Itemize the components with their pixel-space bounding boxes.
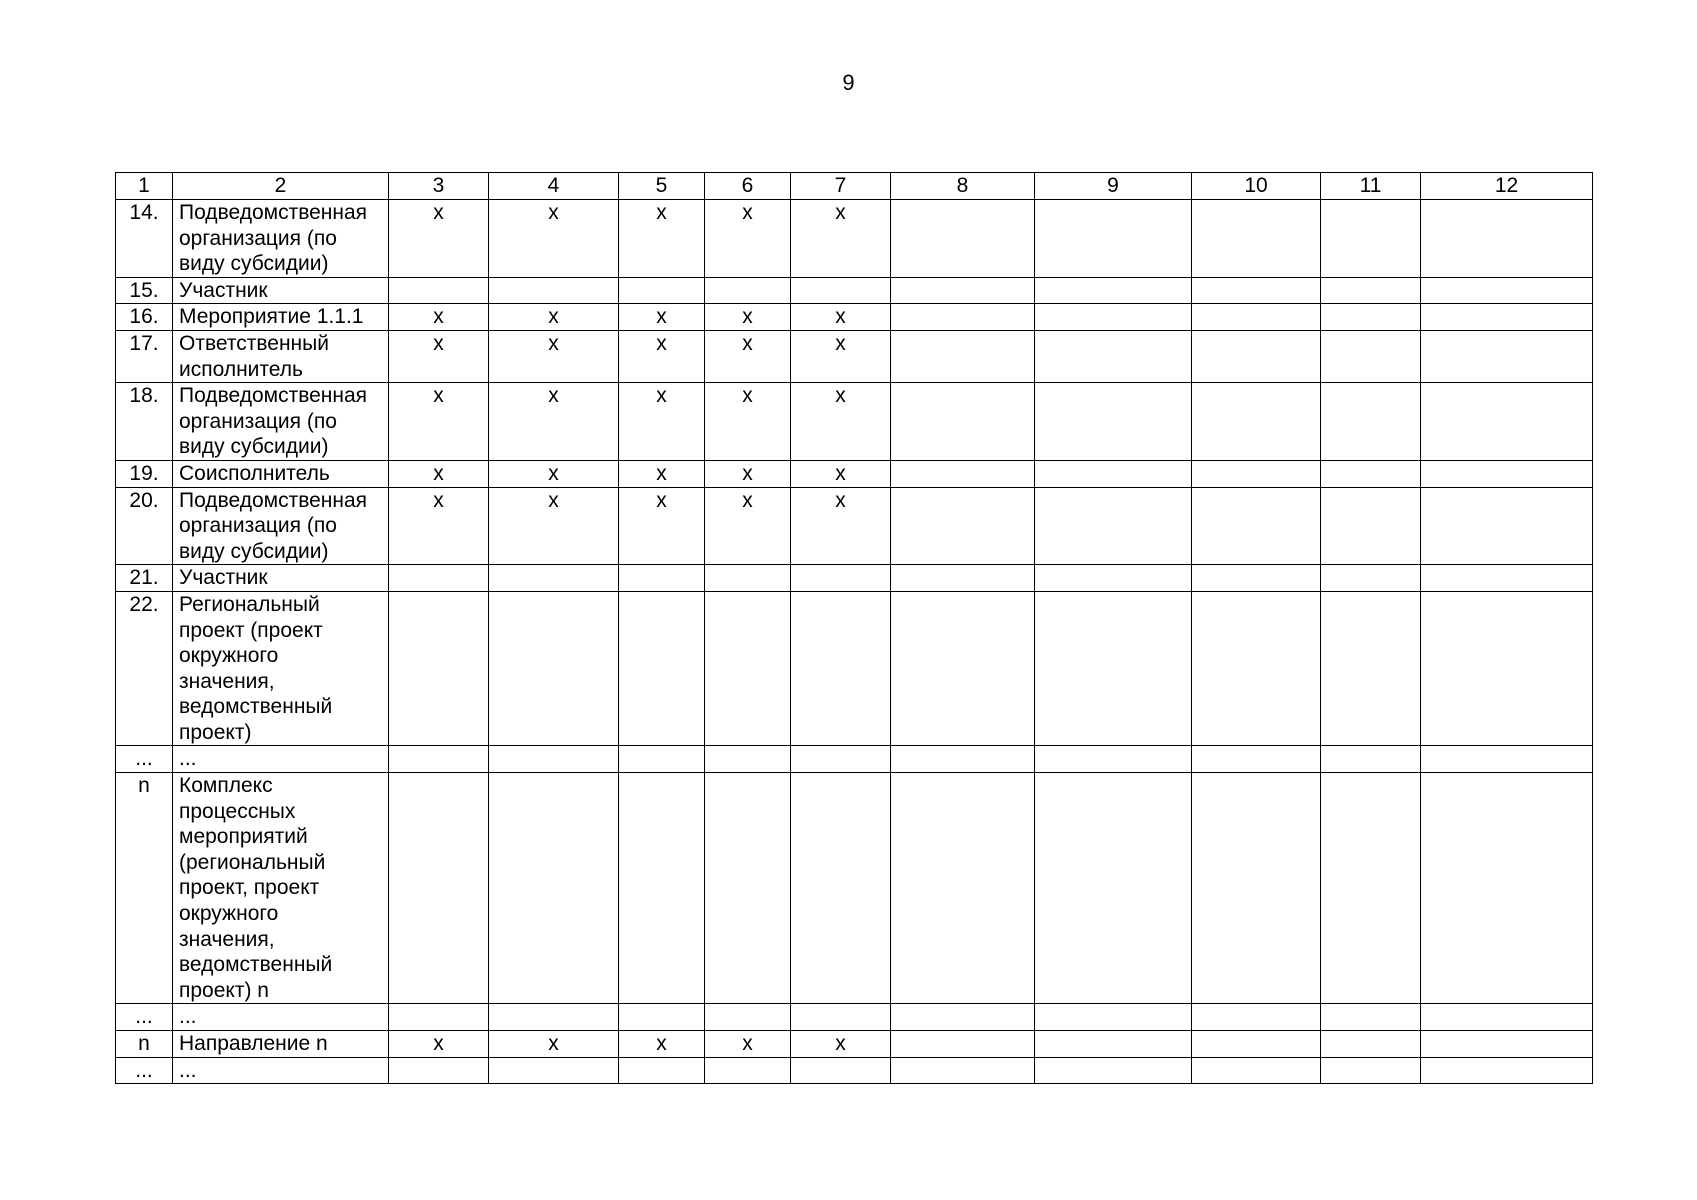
row-number-cell: 19.	[116, 460, 173, 487]
value-cell	[389, 1004, 489, 1031]
table-row	[116, 460, 1593, 487]
value-cell	[619, 1057, 705, 1084]
value-cell	[1321, 487, 1421, 565]
value-cell: x	[619, 304, 705, 331]
row-number-cell: 20.	[116, 487, 173, 565]
value-cell: x	[389, 200, 489, 278]
value-cell	[1035, 330, 1192, 382]
value-cell	[891, 746, 1035, 773]
value-cell	[1035, 746, 1192, 773]
value-cell	[705, 277, 791, 304]
value-cell	[1321, 383, 1421, 461]
value-cell	[1421, 330, 1593, 382]
value-cell	[389, 565, 489, 592]
value-cell	[791, 1004, 891, 1031]
value-cell	[891, 1057, 1035, 1084]
value-cell: x	[619, 1031, 705, 1058]
value-cell	[619, 746, 705, 773]
value-cell	[619, 773, 705, 1004]
table-row	[116, 1004, 1593, 1031]
value-cell: x	[619, 487, 705, 565]
value-cell	[705, 1057, 791, 1084]
value-cell: x	[791, 383, 891, 461]
value-cell	[891, 1004, 1035, 1031]
value-cell	[1035, 1057, 1192, 1084]
value-cell	[791, 277, 891, 304]
page-number: 9	[842, 70, 855, 95]
value-cell	[791, 1057, 891, 1084]
value-cell	[705, 565, 791, 592]
column-header: 3	[389, 173, 489, 200]
row-number-cell: 18.	[116, 383, 173, 461]
value-cell: x	[389, 460, 489, 487]
value-cell: x	[791, 304, 891, 331]
value-cell	[1035, 773, 1192, 1004]
value-cell: x	[705, 383, 791, 461]
value-cell	[1192, 746, 1321, 773]
row-number-cell: 21.	[116, 565, 173, 592]
value-cell	[891, 460, 1035, 487]
table-row	[116, 591, 1593, 746]
value-cell	[1192, 565, 1321, 592]
table-row	[116, 277, 1593, 304]
value-cell	[1321, 591, 1421, 746]
value-cell	[891, 277, 1035, 304]
value-cell	[1321, 277, 1421, 304]
value-cell	[1192, 1057, 1321, 1084]
row-name-cell: Подведомственная организация (по виду субсидии)	[173, 200, 389, 278]
value-cell	[1035, 277, 1192, 304]
value-cell: x	[619, 460, 705, 487]
row-number-cell: 14.	[116, 200, 173, 278]
row-name-cell: Ответственный исполнитель	[173, 330, 389, 382]
value-cell: x	[705, 1031, 791, 1058]
value-cell: x	[705, 330, 791, 382]
value-cell	[389, 1057, 489, 1084]
value-cell	[1192, 277, 1321, 304]
row-name-cell: Участник	[173, 277, 389, 304]
column-header: 7	[791, 173, 891, 200]
value-cell: x	[489, 200, 619, 278]
column-header: 8	[891, 173, 1035, 200]
value-cell	[489, 591, 619, 746]
value-cell	[1035, 200, 1192, 278]
value-cell: x	[791, 200, 891, 278]
row-number-cell: ...	[116, 746, 173, 773]
value-cell	[705, 1004, 791, 1031]
value-cell: x	[619, 383, 705, 461]
value-cell: x	[389, 487, 489, 565]
table-row	[116, 383, 1593, 461]
value-cell	[1321, 200, 1421, 278]
row-number-cell: n	[116, 1031, 173, 1058]
table-row	[116, 773, 1593, 1004]
value-cell	[389, 773, 489, 1004]
value-cell	[891, 304, 1035, 331]
column-header: 12	[1421, 173, 1593, 200]
column-header: 6	[705, 173, 791, 200]
value-cell: x	[389, 330, 489, 382]
value-cell	[1192, 1004, 1321, 1031]
value-cell	[1192, 200, 1321, 278]
value-cell	[1192, 460, 1321, 487]
column-header: 2	[173, 173, 389, 200]
row-name-cell: ...	[173, 1057, 389, 1084]
value-cell	[891, 487, 1035, 565]
value-cell: x	[489, 304, 619, 331]
value-cell	[791, 746, 891, 773]
value-cell	[619, 1004, 705, 1031]
value-cell	[791, 591, 891, 746]
value-cell: x	[619, 330, 705, 382]
value-cell	[891, 383, 1035, 461]
value-cell	[1035, 591, 1192, 746]
value-cell	[1421, 383, 1593, 461]
value-cell: x	[791, 330, 891, 382]
value-cell	[1192, 487, 1321, 565]
row-name-cell: Подведомственная организация (по виду субсидии)	[173, 487, 389, 565]
row-name-cell: ...	[173, 746, 389, 773]
value-cell	[1421, 460, 1593, 487]
value-cell	[1321, 565, 1421, 592]
value-cell	[1421, 591, 1593, 746]
value-cell: x	[705, 304, 791, 331]
value-cell	[1035, 383, 1192, 461]
value-cell	[1421, 1031, 1593, 1058]
row-name-cell: ...	[173, 1004, 389, 1031]
row-name-cell: Участник	[173, 565, 389, 592]
row-name-cell: Подведомственная организация (по виду субсидии)	[173, 383, 389, 461]
value-cell	[1321, 1004, 1421, 1031]
value-cell	[1035, 1031, 1192, 1058]
value-cell	[1321, 460, 1421, 487]
value-cell: x	[489, 1031, 619, 1058]
value-cell: x	[705, 200, 791, 278]
value-cell: x	[791, 487, 891, 565]
value-cell: x	[389, 383, 489, 461]
value-cell: x	[619, 200, 705, 278]
table-row	[116, 565, 1593, 592]
value-cell	[489, 565, 619, 592]
row-name-cell: Соисполнитель	[173, 460, 389, 487]
value-cell	[1035, 304, 1192, 331]
column-header: 10	[1192, 173, 1321, 200]
value-cell	[1192, 1031, 1321, 1058]
value-cell	[1421, 200, 1593, 278]
column-header: 5	[619, 173, 705, 200]
value-cell	[489, 746, 619, 773]
value-cell	[619, 591, 705, 746]
value-cell	[1421, 1004, 1593, 1031]
value-cell	[1192, 383, 1321, 461]
value-cell	[619, 565, 705, 592]
value-cell	[1192, 773, 1321, 1004]
value-cell: x	[389, 1031, 489, 1058]
value-cell	[1035, 487, 1192, 565]
value-cell: x	[489, 383, 619, 461]
value-cell	[1192, 330, 1321, 382]
value-cell	[389, 277, 489, 304]
value-cell	[1035, 460, 1192, 487]
value-cell: x	[489, 460, 619, 487]
value-cell	[1035, 1004, 1192, 1031]
value-cell: x	[705, 460, 791, 487]
value-cell	[705, 773, 791, 1004]
row-number-cell: n	[116, 773, 173, 1004]
row-name-cell: Мероприятие 1.1.1	[173, 304, 389, 331]
row-number-cell: ...	[116, 1057, 173, 1084]
value-cell: x	[489, 330, 619, 382]
value-cell	[1421, 1057, 1593, 1084]
table-row	[116, 746, 1593, 773]
value-cell	[1321, 1031, 1421, 1058]
value-cell	[1321, 304, 1421, 331]
value-cell	[891, 565, 1035, 592]
table-row	[116, 200, 1593, 278]
table-row	[116, 330, 1593, 382]
row-name-cell: Направление n	[173, 1031, 389, 1058]
value-cell: x	[489, 487, 619, 565]
row-number-cell: 15.	[116, 277, 173, 304]
column-header: 1	[116, 173, 173, 200]
value-cell	[1421, 304, 1593, 331]
value-cell	[891, 1031, 1035, 1058]
value-cell	[489, 277, 619, 304]
value-cell	[891, 591, 1035, 746]
value-cell	[1321, 746, 1421, 773]
value-cell	[389, 591, 489, 746]
value-cell	[489, 773, 619, 1004]
table-row	[116, 304, 1593, 331]
value-cell	[1421, 277, 1593, 304]
row-number-cell: 16.	[116, 304, 173, 331]
value-cell: x	[389, 304, 489, 331]
value-cell	[705, 746, 791, 773]
row-name-cell: Региональный проект (проект окружного значения, ведомственный проект)	[173, 591, 389, 746]
row-number-cell: 22.	[116, 591, 173, 746]
value-cell	[489, 1004, 619, 1031]
value-cell: x	[791, 1031, 891, 1058]
row-number-cell: ...	[116, 1004, 173, 1031]
row-name-cell: Комплекс процессных мероприятий (региональный проект, проект окружного значения, ведомственный проект) n	[173, 773, 389, 1004]
value-cell	[1321, 1057, 1421, 1084]
value-cell	[1321, 330, 1421, 382]
value-cell	[791, 565, 891, 592]
value-cell: x	[705, 487, 791, 565]
column-header: 11	[1321, 173, 1421, 200]
value-cell	[891, 773, 1035, 1004]
value-cell	[1321, 773, 1421, 1004]
value-cell	[791, 773, 891, 1004]
data-table	[115, 172, 1593, 1084]
value-cell	[1421, 746, 1593, 773]
value-cell	[1035, 565, 1192, 592]
column-header: 4	[489, 173, 619, 200]
value-cell	[1192, 591, 1321, 746]
table-header-row	[116, 173, 1593, 200]
value-cell	[1192, 304, 1321, 331]
value-cell	[891, 200, 1035, 278]
value-cell	[1421, 487, 1593, 565]
value-cell	[389, 746, 489, 773]
table-row	[116, 487, 1593, 565]
row-number-cell: 17.	[116, 330, 173, 382]
table-row	[116, 1057, 1593, 1084]
value-cell	[1421, 773, 1593, 1004]
value-cell: x	[791, 460, 891, 487]
value-cell	[489, 1057, 619, 1084]
column-header: 9	[1035, 173, 1192, 200]
value-cell	[891, 330, 1035, 382]
value-cell	[619, 277, 705, 304]
value-cell	[1421, 565, 1593, 592]
table-row	[116, 1031, 1593, 1058]
value-cell	[705, 591, 791, 746]
